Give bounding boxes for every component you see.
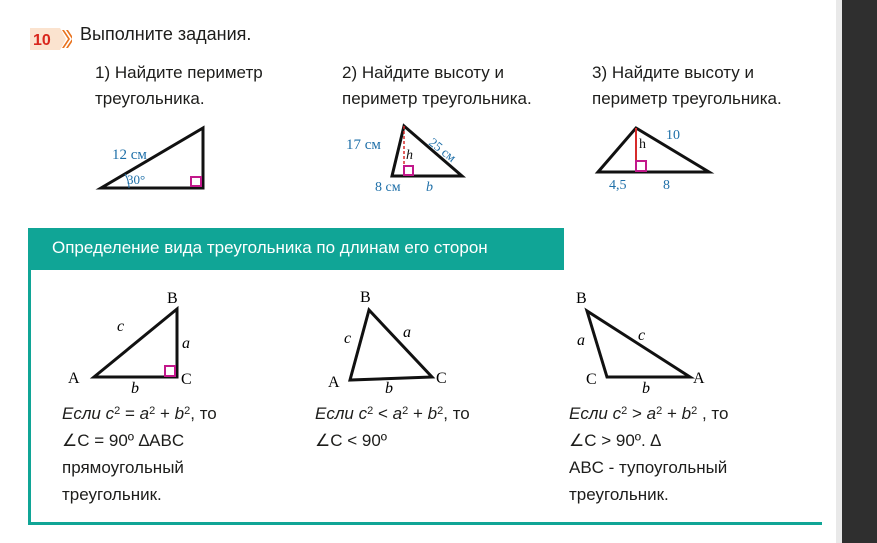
rule-obtuse bbox=[569, 400, 728, 508]
obtuse-triangle-vertex-b: B bbox=[576, 290, 587, 307]
fig3-triangle bbox=[598, 128, 709, 172]
fig3-right-side-label: 10 bbox=[666, 128, 680, 143]
task-2-line1: 2) Найдите высоту и bbox=[342, 63, 504, 82]
acute-triangle-shape bbox=[350, 310, 432, 380]
acute-triangle-vertex-b: B bbox=[360, 289, 371, 306]
fig2-base-right-label: b bbox=[426, 180, 433, 195]
right-triangle-vertex-c: C bbox=[181, 371, 192, 388]
fig2-height-label: h bbox=[406, 148, 413, 163]
task-3-triangle-figure bbox=[592, 122, 717, 194]
right-triangle-vertex-b: B bbox=[167, 290, 178, 307]
right-triangle-side-b: b bbox=[131, 380, 139, 397]
task-2-triangle-figure bbox=[342, 118, 472, 196]
task-3-line1: 3) Найдите высоту и bbox=[592, 63, 754, 82]
fig2-right-angle-mark bbox=[404, 166, 413, 175]
fig2-right-side-label: 25 см bbox=[426, 134, 460, 165]
task-1-line2: треугольника. bbox=[95, 89, 205, 108]
fig3-right-angle-mark bbox=[636, 161, 646, 171]
task-2 bbox=[342, 60, 532, 112]
right-triangle-right-angle-mark bbox=[165, 366, 175, 376]
fig3-base-right-label: 8 bbox=[663, 178, 670, 193]
obtuse-triangle-vertex-c: C bbox=[586, 371, 597, 388]
screen-edge bbox=[842, 0, 877, 543]
fig1-side-label: 12 см bbox=[112, 147, 147, 163]
definition-header: Определение вида треугольника по длинам его сторон bbox=[28, 228, 564, 270]
fig2-left-side-label: 17 см bbox=[346, 137, 381, 153]
task-1 bbox=[95, 60, 263, 112]
obtuse-triangle-side-c: c bbox=[638, 327, 646, 344]
rule-acute-condition: Если $c^2 < a^2 + b^2$, то bbox=[315, 404, 470, 423]
right-triangle-figure bbox=[62, 285, 202, 397]
fig1-angle-label: 30° bbox=[127, 172, 146, 187]
acute-triangle-vertex-c: C bbox=[436, 370, 447, 387]
task-1-line1: 1) Найдите периметр bbox=[95, 63, 263, 82]
obtuse-triangle-vertex-a: A bbox=[693, 370, 705, 387]
rule-right-condition: Если $c^2 = a^2 + b^2$, то bbox=[62, 404, 217, 423]
rule-right-conclusion: ∠C = 90º ∆ABC bbox=[62, 431, 185, 450]
right-triangle-side-a: a bbox=[182, 335, 190, 352]
task-3-line2: периметр треугольника. bbox=[592, 89, 782, 108]
rule-obtuse-line4: треугольник. bbox=[569, 485, 669, 504]
obtuse-triangle-side-b: b bbox=[642, 380, 650, 397]
exercise-badge bbox=[30, 28, 72, 50]
fig1-right-angle-mark bbox=[191, 177, 201, 186]
exercise-title: Выполните задания. bbox=[80, 24, 252, 44]
task-2-line2: периметр треугольника. bbox=[342, 89, 532, 108]
right-triangle-vertex-a: A bbox=[68, 370, 80, 387]
rule-acute-conclusion: ∠C < 90º bbox=[315, 431, 388, 450]
exercise-number: 10 bbox=[33, 32, 51, 49]
task-1-triangle-figure bbox=[95, 122, 215, 194]
rule-right bbox=[62, 400, 217, 508]
acute-triangle-figure bbox=[322, 285, 462, 397]
obtuse-triangle-shape bbox=[587, 311, 690, 377]
acute-triangle-side-c: c bbox=[344, 330, 352, 347]
rule-right-line3: прямоугольный bbox=[62, 458, 184, 477]
rule-obtuse-condition: Если $c^2 > a^2 + b^2$ , то bbox=[569, 404, 729, 423]
rule-obtuse-line3: ABC - тупоугольный bbox=[569, 458, 728, 477]
fig3-base-left-label: 4,5 bbox=[609, 178, 627, 193]
fig2-base-left-label: 8 см bbox=[375, 180, 401, 195]
acute-triangle-vertex-a: A bbox=[328, 374, 340, 391]
task-3 bbox=[592, 60, 782, 112]
right-triangle-side-c: c bbox=[117, 318, 125, 335]
acute-triangle-side-a: a bbox=[403, 324, 411, 341]
rule-right-line4: треугольник. bbox=[62, 485, 162, 504]
obtuse-triangle-side-a: a bbox=[577, 332, 585, 349]
rule-acute bbox=[315, 400, 470, 454]
obtuse-triangle-figure bbox=[572, 285, 722, 397]
fig3-height-label: h bbox=[639, 137, 646, 152]
acute-triangle-side-b: b bbox=[385, 380, 393, 397]
rule-obtuse-conclusion: ∠C > 90º. ∆ bbox=[569, 431, 661, 450]
